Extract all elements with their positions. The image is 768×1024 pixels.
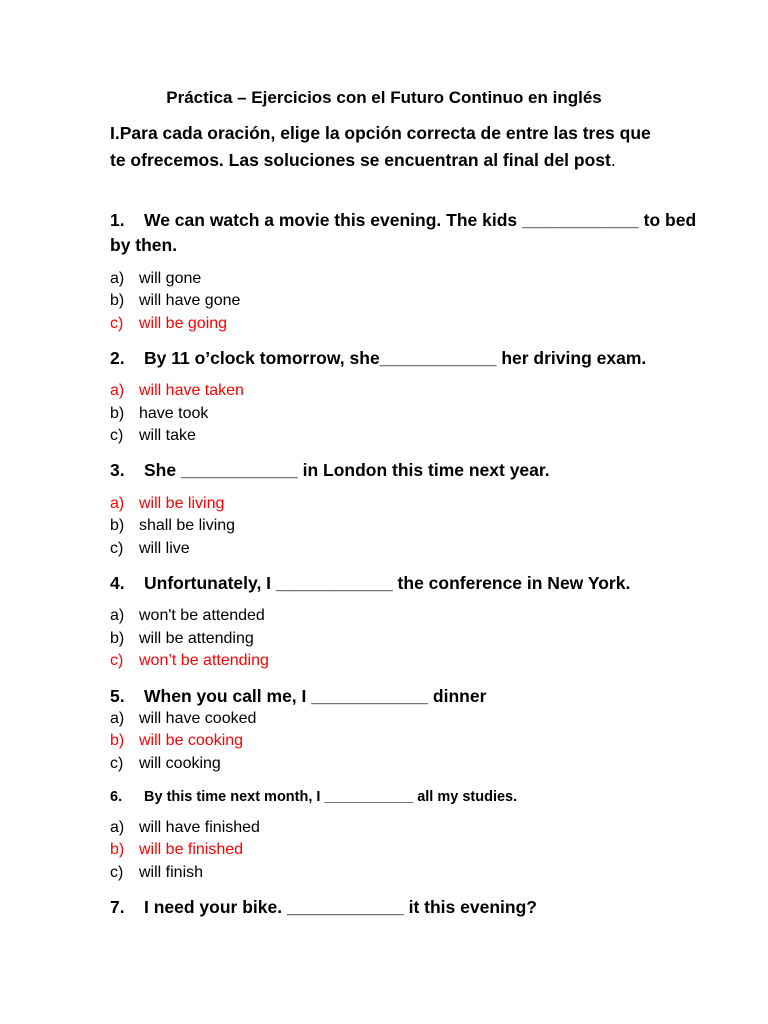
- option-letter: c): [110, 540, 124, 557]
- option-letter: b): [110, 292, 125, 309]
- instructions-text: I.Para cada oración, elige la opción correcta de entre las tres que te ofrecemos. Las soluciones se encuentran al final del post: [110, 123, 651, 170]
- option-letter: a): [110, 819, 125, 836]
- option-text: will be attending: [139, 630, 254, 647]
- question-number: 5.: [110, 686, 125, 706]
- question-text: I need your bike. ____________ it this evening?: [144, 897, 537, 917]
- q2-option-a-correct: [110, 380, 244, 402]
- option-text: will have finished: [139, 819, 260, 836]
- question-4: [110, 571, 700, 596]
- q4-option-a: [110, 605, 265, 627]
- q4-option-b: [110, 628, 254, 650]
- question-3: [110, 458, 700, 483]
- option-letter: a): [110, 710, 125, 727]
- q1-option-c-correct: [110, 313, 227, 335]
- option-text: will be finished: [139, 841, 244, 858]
- q2-option-c: [110, 425, 196, 447]
- question-6: [110, 786, 700, 808]
- q3-option-b: [110, 515, 235, 537]
- option-letter: c): [110, 315, 124, 332]
- q5-option-a: [110, 708, 256, 730]
- option-letter: a): [110, 607, 125, 624]
- question-number: 2.: [110, 348, 125, 368]
- question-number: 3.: [110, 460, 125, 480]
- option-text: will be cooking: [139, 732, 244, 749]
- option-text: won’t be attending: [139, 652, 269, 669]
- option-letter: a): [110, 495, 125, 512]
- option-text: will finish: [139, 864, 204, 881]
- question-text: She ____________ in London this time next year.: [144, 460, 550, 480]
- option-text: will take: [139, 427, 196, 444]
- option-text: will gone: [139, 270, 202, 287]
- option-text: will be going: [139, 315, 228, 332]
- question-number: 6.: [110, 789, 123, 805]
- option-letter: b): [110, 732, 125, 749]
- q5-option-c: [110, 753, 221, 775]
- question-text: When you call me, I ____________ dinner: [144, 686, 487, 706]
- option-text: will be living: [139, 495, 225, 512]
- instructions-paragraph: [110, 120, 670, 173]
- question-text: By this time next month, I ___________ all my studies.: [144, 789, 518, 805]
- option-text: will cooking: [139, 755, 221, 772]
- option-text: will live: [139, 540, 190, 557]
- question-1: [110, 208, 700, 258]
- option-letter: a): [110, 270, 125, 287]
- option-letter: b): [110, 630, 125, 647]
- question-text: Unfortunately, I ____________ the conference in New York.: [144, 573, 631, 593]
- option-text: will have taken: [139, 382, 244, 399]
- q5-option-b-correct: [110, 730, 243, 752]
- q6-option-c: [110, 862, 203, 884]
- option-letter: c): [110, 652, 124, 669]
- question-5: [110, 684, 700, 709]
- q4-option-c-correct: [110, 650, 269, 672]
- q6-option-b-correct: [110, 839, 243, 861]
- option-text: will have cooked: [139, 710, 257, 727]
- option-letter: a): [110, 382, 125, 399]
- question-7: [110, 895, 700, 920]
- option-letter: c): [110, 755, 124, 772]
- option-letter: b): [110, 405, 125, 422]
- q1-option-b: [110, 290, 240, 312]
- instructions-period: .: [610, 149, 616, 170]
- question-text: By 11 o’clock tomorrow, she____________ her driving exam.: [144, 348, 647, 368]
- option-letter: b): [110, 841, 125, 858]
- question-number: 1.: [110, 210, 125, 230]
- option-text: will have gone: [139, 292, 241, 309]
- q3-option-c: [110, 538, 190, 560]
- q3-option-a-correct: [110, 493, 224, 515]
- question-text: We can watch a movie this evening. The kids ____________ to bed by then.: [110, 210, 697, 255]
- page-title: Práctica – Ejercicios con el Futuro Continuo en inglés: [166, 88, 602, 107]
- option-letter: c): [110, 864, 124, 881]
- option-letter: c): [110, 427, 124, 444]
- q1-option-a: [110, 268, 201, 290]
- question-number: 4.: [110, 573, 125, 593]
- q6-option-a: [110, 817, 260, 839]
- question-number: 7.: [110, 897, 125, 917]
- question-2: [110, 346, 700, 371]
- option-letter: b): [110, 517, 125, 534]
- option-text: won't be attended: [139, 607, 265, 624]
- q2-option-b: [110, 403, 208, 425]
- option-text: have took: [139, 405, 209, 422]
- option-text: shall be living: [139, 517, 236, 534]
